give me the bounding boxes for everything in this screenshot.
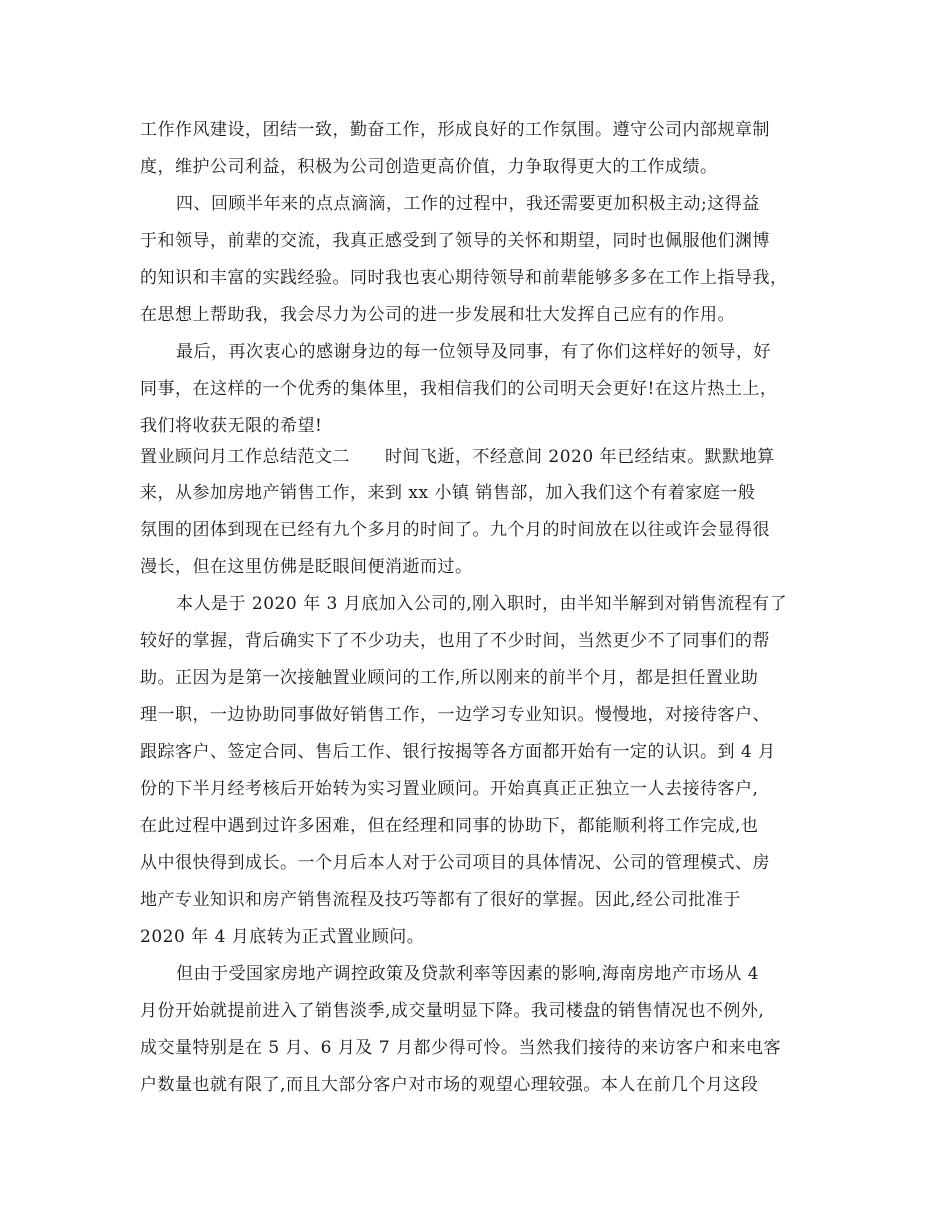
text-line: 份的下半月经考核后开始转为实习置业顾问。开始真真正正独立一人去接待客户, — [140, 779, 759, 799]
text-line: 于和领导，前辈的交流，我真正感受到了领导的关怀和期望，同时也佩服他们渊博 — [140, 231, 770, 251]
text-line: 地产专业知识和房产销售流程及技巧等都有了很好的掌握。因此,经公司批准于 — [140, 890, 741, 910]
text-line: 理一职，一边协助同事做好销售工作，一边学习专业知识。慢慢地，对接待客户、 — [140, 705, 770, 725]
text-line: 成交量特别是在 5 月、6 月及 7 月都少得可怜。当然我们接待的来访客户和来电客 — [140, 1038, 781, 1058]
text-line: 我们将收获无限的希望! — [140, 416, 323, 436]
text-line: 在思想上帮助我，我会尽力为公司的进一步发展和壮大发挥自己应有的作用。 — [140, 305, 735, 325]
text-line: 助。正因为是第一次接触置业顾问的工作,所以刚来的前半个月，都是担任置业助 — [140, 668, 759, 688]
text-line: 来，从参加房地产销售工作，来到 xx 小镇 销售部，加入我们这个有着家庭一般 — [140, 483, 756, 503]
text-line: 本人是于 2020 年 3 月底加入公司的,刚入职时，由半知半解到对销售流程有了 — [176, 594, 788, 614]
text-line: 度，维护公司利益，积极为公司创造更高价值，力争取得更大的工作成绩。 — [140, 157, 718, 177]
text-line: 户数量也就有限了,而且大部分客户对市场的观望心理较强。本人在前几个月这段 — [140, 1075, 759, 1095]
text-line: 较好的掌握，背后确实下了不少功夫，也用了不少时间，当然更少不了同事们的帮 — [140, 631, 770, 651]
section-heading-line: 置业顾问月工作总结范文二 时间飞逝，不经意间 2020 年已经结束。默默地算 — [140, 447, 775, 467]
text-line: 的知识和丰富的实践经验。同时我也衷心期待领导和前辈能够多多在工作上指导我， — [140, 268, 788, 288]
text-line: 工作作风建设，团结一致，勤奋工作，形成良好的工作氛围。遵守公司内部规章制 — [140, 120, 770, 140]
text-line: 四、回顾半年来的点点滴滴，工作的过程中，我还需要更加积极主动;这得益 — [176, 194, 760, 214]
text-line: 漫长，但在这里仿佛是眨眼间便消逝而过。 — [140, 557, 473, 577]
text-line: 同事，在这样的一个优秀的集体里，我相信我们的公司明天会更好!在这片热土上， — [140, 379, 778, 399]
text-line: 月份开始就提前进入了销售淡季,成交量明显下降。我司楼盘的销售情况也不例外, — [140, 1001, 765, 1021]
text-line: 最后，再次衷心的感谢身边的每一位领导及同事，有了你们这样好的领导，好 — [176, 342, 771, 362]
text-line: 但由于受国家房地产调控政策及贷款利率等因素的影响,海南房地产市场从 4 — [176, 964, 760, 984]
text-line: 2020 年 4 月底转为正式置业顾问。 — [140, 927, 425, 947]
text-line: 跟踪客户、签定合同、售后工作、银行按揭等各方面都开始有一定的认识。到 4 月 — [140, 742, 776, 762]
text-line: 从中很快得到成长。一个月后本人对于公司项目的具体情况、公司的管理模式、房 — [140, 853, 770, 873]
text-line: 氛围的团体到现在已经有九个多月的时间了。九个月的时间放在以往或许会显得很 — [140, 520, 770, 540]
text-line: 在此过程中遇到过许多困难，但在经理和同事的协助下，都能顺利将工作完成,也 — [140, 816, 759, 836]
